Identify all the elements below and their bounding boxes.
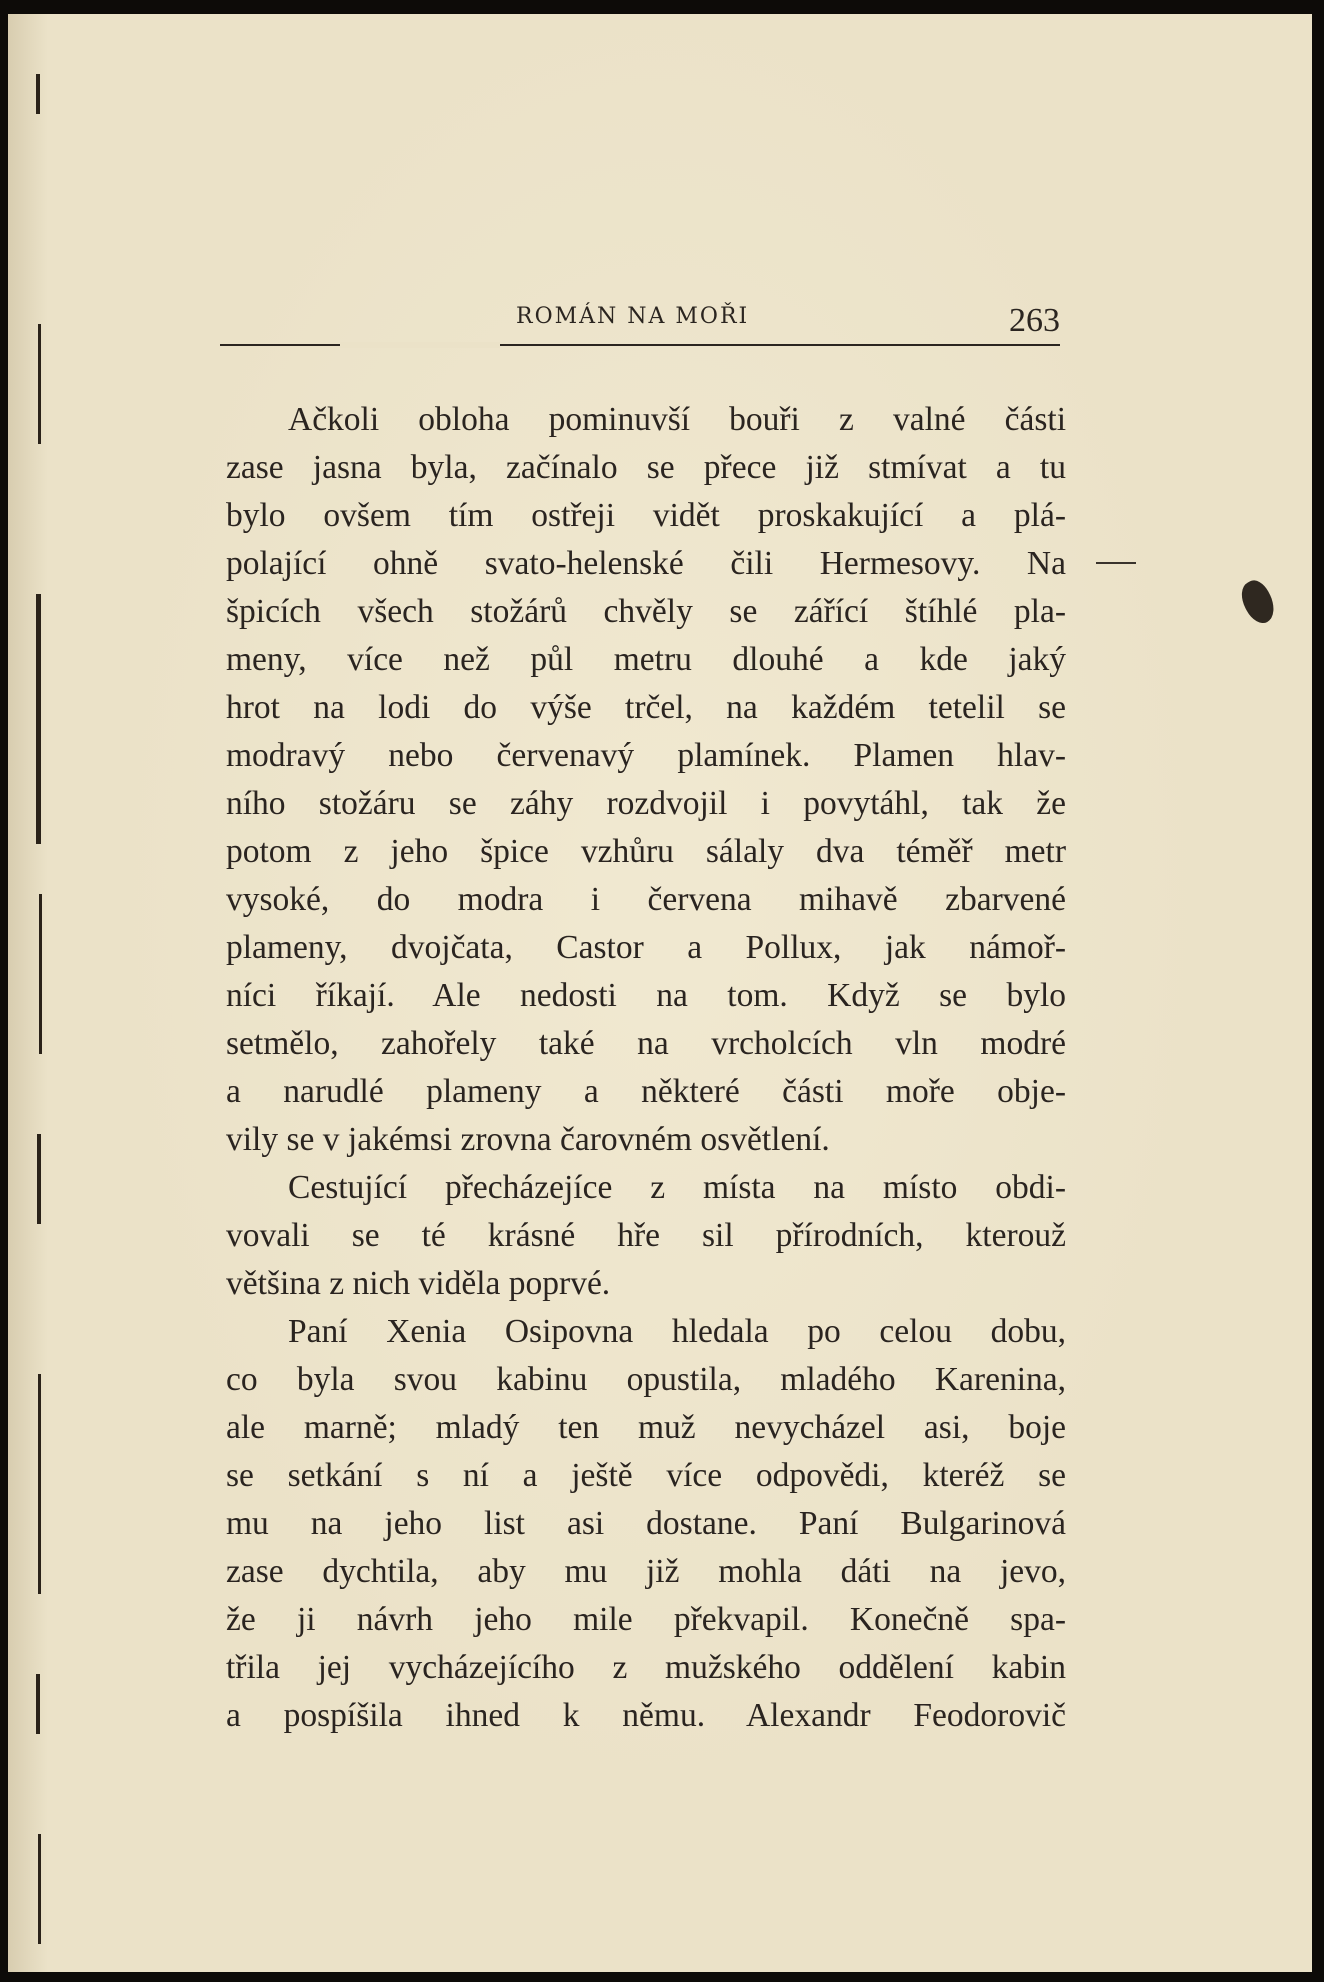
text-line: většina z nich viděla poprvé. <box>226 1265 611 1302</box>
paragraph-3 <box>226 1308 1066 1740</box>
text-line: setmělo, zahořely také na vrcholcích vln modré <box>226 1025 1066 1062</box>
text-line: ale marně; mladý ten muž nevycházel asi, boje <box>226 1409 1066 1446</box>
text-line: potom z jeho špice vzhůru sálaly dva téměř metr <box>226 833 1066 870</box>
text-line: Paní Xenia Osipovna hledala po celou dobu, <box>288 1313 1066 1350</box>
binding-gutter <box>36 74 42 1954</box>
text-line: polající ohně svato-helenské čili Hermesovy. Na <box>226 545 1066 582</box>
text-line: níci říkají. Ale nedosti na tom. Když se bylo <box>226 977 1066 1014</box>
text-line: plameny, dvojčata, Castor a Pollux, jak námoř- <box>226 929 1066 966</box>
text-line: špicích všech stožárů chvěly se zářící štíhlé pla- <box>226 593 1066 630</box>
running-header <box>220 296 1060 346</box>
text-line: zase jasna byla, začínalo se přece již stmívat a tu <box>226 449 1066 486</box>
text-line: vily se v jakémsi zrovna čarovném osvětlení. <box>226 1121 830 1158</box>
header-rule-break <box>340 342 500 348</box>
text-line: mu na jeho list asi dostane. Paní Bulgarinová <box>226 1505 1066 1542</box>
text-line: se setkání s ní a ještě více odpovědi, kteréž se <box>226 1457 1066 1494</box>
text-line: že ji návrh jeho mile překvapil. Konečně spa- <box>226 1601 1066 1638</box>
text-line: hrot na lodi do výše trčel, na každém tetelil se <box>226 689 1066 726</box>
page-number: 263 <box>1009 302 1060 339</box>
text-line: ního stožáru se záhy rozdvojil i povytáhl, tak že <box>226 785 1066 822</box>
text-line: a narudlé plameny a některé části moře obje- <box>226 1073 1066 1110</box>
text-line: modravý nebo červenavý plamínek. Plamen hlav- <box>226 737 1066 774</box>
text-line: meny, více než půl metru dlouhé a kde jaký <box>226 641 1066 678</box>
text-line: Ačkoli obloha pominuvší bouři z valné části <box>288 401 1066 438</box>
text-line: a pospíšila ihned k němu. Alexandr Feodorovič <box>226 1697 1066 1734</box>
text-line: co byla svou kabinu opustila, mladého Karenina, <box>226 1361 1066 1398</box>
running-title: ROMÁN NA MOŘI <box>516 304 750 329</box>
text-line: vysoké, do modra i červena mihavě zbarvené <box>226 881 1066 918</box>
text-line: zase dychtila, aby mu již mohla dáti na jevo, <box>226 1553 1066 1590</box>
paragraph-2 <box>226 1164 1066 1308</box>
text-line: Cestující přecházejíce z místa na místo obdi- <box>288 1169 1066 1206</box>
body-text <box>226 396 1066 1740</box>
margin-dash-mark <box>1096 562 1136 564</box>
paragraph-1 <box>226 396 1066 1164</box>
text-line: vovali se té krásné hře sil přírodních, kterouž <box>226 1217 1066 1254</box>
text-line: bylo ovšem tím ostřeji vidět proskakující a plá- <box>226 497 1066 534</box>
ink-blot-mark <box>1235 576 1280 628</box>
text-line: třila jej vycházejícího z mužského oddělení kabin <box>226 1649 1066 1686</box>
book-page <box>8 14 1312 1972</box>
